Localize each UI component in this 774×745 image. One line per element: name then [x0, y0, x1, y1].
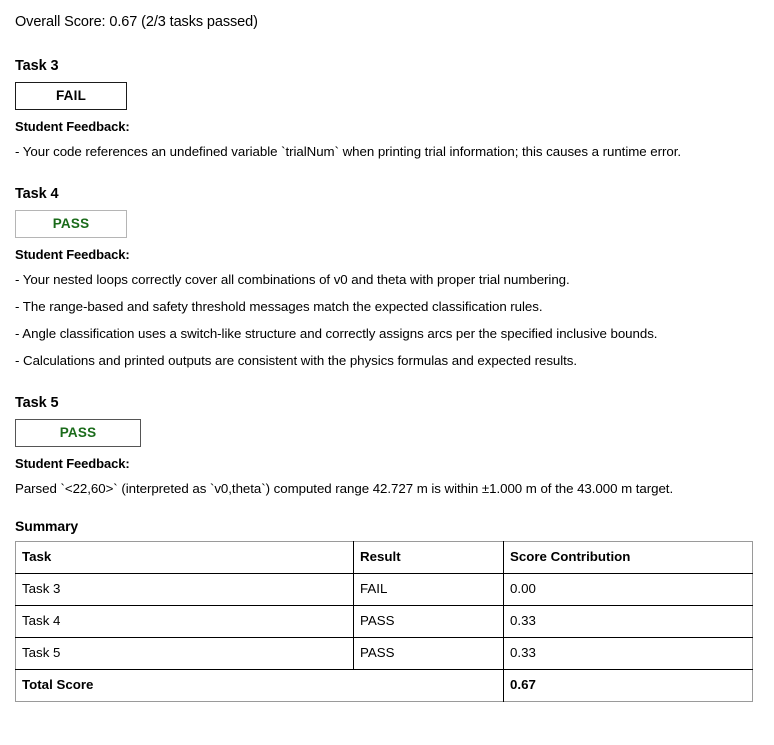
- cell-result: PASS: [354, 638, 504, 670]
- feedback-line-task-4-2: - Angle classification uses a switch-like structure and correctly assigns arcs per the specified inclusive bounds.: [15, 326, 658, 341]
- feedback-label-task-5: Student Feedback:: [15, 456, 130, 471]
- task-heading-task-5: Task 5: [15, 395, 59, 411]
- feedback-line-task-5-0: Parsed `<22,60>` (interpreted as `v0,theta`) computed range 42.727 m is within ±1.000 m of the 43.000 m target.: [15, 481, 674, 496]
- column-header-score-contribution: Score Contribution: [504, 542, 753, 574]
- feedback-line-task-4-1: - The range-based and safety threshold messages match the expected classification rules.: [15, 299, 543, 314]
- cell-score: 0.33: [504, 606, 753, 638]
- cell-total-label: Total Score: [16, 670, 504, 702]
- cell-score: 0.00: [504, 574, 753, 606]
- summary-table: [15, 541, 753, 702]
- cell-result: PASS: [354, 606, 504, 638]
- feedback-line-task-3-0: - Your code references an undefined variable `trialNum` when printing trial information; this causes a runtime error.: [15, 144, 681, 159]
- section-spacer: [15, 506, 752, 518]
- cell-result: FAIL: [354, 574, 504, 606]
- feedback-label-task-4: Student Feedback:: [15, 247, 130, 262]
- summary-section: [15, 518, 752, 702]
- column-header-task: Task: [16, 542, 354, 574]
- table-row: [16, 606, 753, 638]
- task-block-task-5: [15, 395, 752, 500]
- cell-task: Task 5: [16, 638, 354, 670]
- task-block-task-4: [15, 186, 752, 372]
- overall-score-line: Overall Score: 0.67 (2/3 tasks passed): [15, 14, 258, 30]
- table-row: [16, 574, 753, 606]
- table-total-row: [16, 670, 753, 702]
- status-badge-task-3: FAIL: [15, 82, 127, 110]
- table-row: [16, 638, 753, 670]
- feedback-line-task-4-3: - Calculations and printed outputs are consistent with the physics formulas and expected results.: [15, 353, 578, 368]
- cell-total-value: 0.67: [510, 677, 536, 692]
- task-heading-task-3: Task 3: [15, 58, 59, 74]
- feedback-label-task-3: Student Feedback:: [15, 119, 130, 134]
- task-block-task-3: [15, 58, 752, 163]
- section-spacer: [15, 378, 752, 395]
- feedback-list-task-4: [15, 269, 752, 372]
- status-badge-task-5: PASS: [15, 419, 141, 447]
- section-spacer: [15, 169, 752, 186]
- task-heading-task-4: Task 4: [15, 186, 59, 202]
- cell-task: Task 4: [16, 606, 354, 638]
- column-header-result: Result: [354, 542, 504, 574]
- table-header-row: [16, 542, 753, 574]
- cell-task: Task 3: [16, 574, 354, 606]
- cell-score: 0.33: [504, 638, 753, 670]
- feedback-line-task-4-0: - Your nested loops correctly cover all combinations of v0 and theta with proper trial numbering.: [15, 272, 570, 287]
- status-badge-task-4: PASS: [15, 210, 127, 238]
- summary-heading: Summary: [15, 518, 79, 534]
